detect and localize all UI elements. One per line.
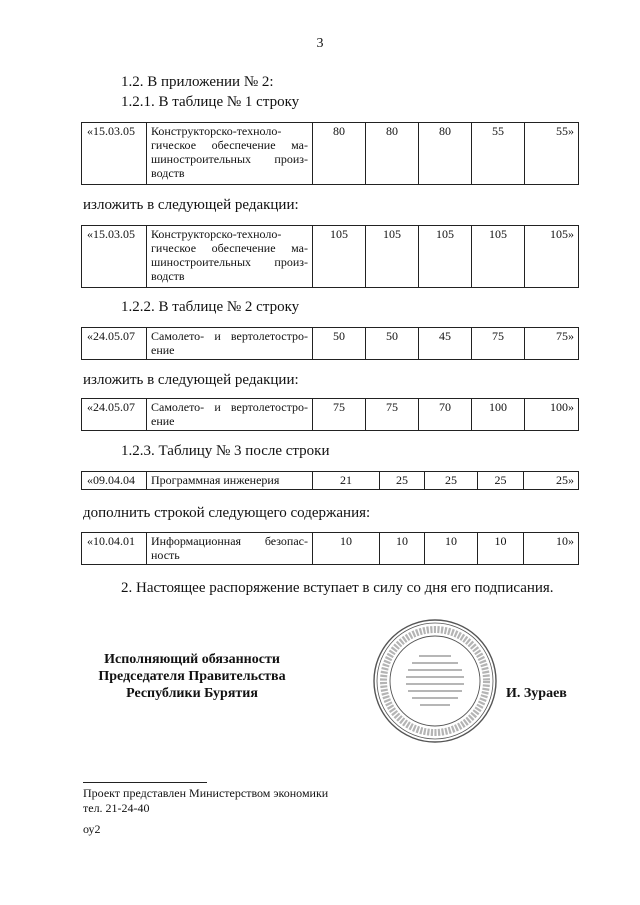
row-code: «15.03.05 bbox=[82, 123, 147, 185]
table1-new-row bbox=[81, 225, 579, 288]
row-value: 45 bbox=[419, 328, 472, 360]
row-value: 25 bbox=[380, 472, 425, 490]
row-value: 80 bbox=[366, 123, 419, 185]
row-value: 105» bbox=[525, 226, 579, 288]
row-value: 10 bbox=[380, 533, 425, 565]
signatory-title-line: Исполняющий обязанности bbox=[104, 652, 280, 667]
row-code: «24.05.07 bbox=[82, 328, 147, 360]
row-name: Самолето- и вертолетостро-ение bbox=[147, 399, 313, 431]
row-value: 21 bbox=[313, 472, 380, 490]
row-value: 75» bbox=[525, 328, 579, 360]
row-value: 55 bbox=[472, 123, 525, 185]
replace-instruction: изложить в следующей редакции: bbox=[83, 372, 299, 388]
row-value: 80 bbox=[313, 123, 366, 185]
row-code: «24.05.07 bbox=[82, 399, 147, 431]
row-name: Конструкторско-техноло-гическое обеспечение ма-шиностроительных произ-водств bbox=[147, 226, 313, 288]
footnote-phone: тел. 21-24-40 bbox=[83, 801, 150, 815]
section-heading: 1.2. В приложении № 2: bbox=[121, 74, 274, 90]
signatory-title bbox=[72, 651, 312, 702]
row-value: 75 bbox=[366, 399, 419, 431]
signatory-name: И. Зураев bbox=[506, 686, 567, 701]
row-value: 105 bbox=[366, 226, 419, 288]
signatory-title-line: Республики Бурятия bbox=[126, 686, 258, 701]
row-name: Информационная безопас-ность bbox=[147, 533, 313, 565]
table3-anchor-row bbox=[81, 471, 579, 490]
table2-new-row bbox=[81, 398, 579, 431]
add-instruction: дополнить строкой следующего содержания: bbox=[83, 505, 371, 521]
row-name: Конструкторско-техноло-гическое обеспечение ма-шиностроительных произ-водств bbox=[147, 123, 313, 185]
row-value: 25» bbox=[524, 472, 579, 490]
page-number: 3 bbox=[316, 36, 324, 51]
table1-old-row bbox=[81, 122, 579, 185]
row-value: 10 bbox=[425, 533, 478, 565]
subsection-heading: 1.2.1. В таблице № 1 строку bbox=[121, 94, 300, 110]
row-code: «10.04.01 bbox=[82, 533, 147, 565]
row-value: 75 bbox=[472, 328, 525, 360]
row-value: 50 bbox=[366, 328, 419, 360]
row-value: 105 bbox=[472, 226, 525, 288]
document-code: оу2 bbox=[83, 822, 101, 836]
footnote-text: Проект представлен Министерством экономики bbox=[83, 786, 329, 800]
subsection-heading: 1.2.2. В таблице № 2 строку bbox=[121, 299, 300, 315]
row-value: 50 bbox=[313, 328, 366, 360]
row-value: 70 bbox=[419, 399, 472, 431]
row-value: 105 bbox=[419, 226, 472, 288]
row-name: Самолето- и вертолетостро-ение bbox=[147, 328, 313, 360]
row-value: 25 bbox=[478, 472, 524, 490]
row-value: 55» bbox=[525, 123, 579, 185]
table2-old-row bbox=[81, 327, 579, 360]
table3-new-row bbox=[81, 532, 579, 565]
row-value: 10» bbox=[524, 533, 579, 565]
official-seal bbox=[372, 618, 498, 744]
row-value: 100» bbox=[525, 399, 579, 431]
signatory-title-line: Председателя Правительства bbox=[98, 669, 286, 684]
subsection-heading: 1.2.3. Таблицу № 3 после строки bbox=[121, 443, 330, 459]
row-code: «15.03.05 bbox=[82, 226, 147, 288]
row-value: 105 bbox=[313, 226, 366, 288]
effective-clause: 2. Настоящее распоряжение вступает в силу со дня его подписания. bbox=[121, 580, 554, 596]
row-value: 25 bbox=[425, 472, 478, 490]
row-value: 100 bbox=[472, 399, 525, 431]
row-value: 10 bbox=[478, 533, 524, 565]
row-code: «09.04.04 bbox=[82, 472, 147, 490]
row-name: Программная инженерия bbox=[147, 472, 313, 490]
row-value: 80 bbox=[419, 123, 472, 185]
row-value: 75 bbox=[313, 399, 366, 431]
footnote-divider bbox=[83, 782, 207, 783]
row-value: 10 bbox=[313, 533, 380, 565]
replace-instruction: изложить в следующей редакции: bbox=[83, 197, 299, 213]
